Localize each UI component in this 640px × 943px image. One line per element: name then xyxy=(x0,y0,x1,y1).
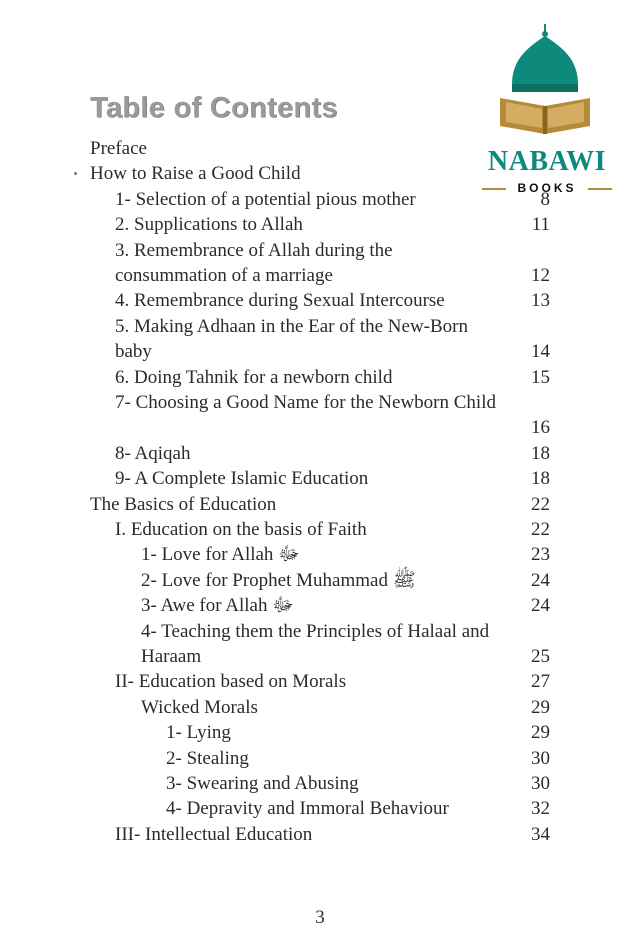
toc-entry-title: 3. Remembrance of Allah during the xyxy=(115,239,393,261)
toc-entry xyxy=(0,288,640,314)
toc-entry-page: 27 xyxy=(531,671,550,693)
toc-entry-title: III- Intellectual Education xyxy=(115,823,313,845)
toc-entry xyxy=(0,365,640,391)
toc-entry-title: How to Raise a Good Child xyxy=(90,163,301,185)
toc-entry-title: 4- Teaching them the Principles of Halaal and xyxy=(141,620,490,642)
toc-entry-title: The Basics of Education xyxy=(90,493,277,515)
toc-entry-title: consummation of a marriage xyxy=(115,265,333,286)
toc-entry-title: 3- Swearing and Abusing xyxy=(166,773,359,794)
page-number: 3 xyxy=(315,907,325,928)
toc-entry-title: 2. Supplications to Allah xyxy=(115,214,303,236)
toc-entry xyxy=(0,669,640,695)
toc-entry xyxy=(0,390,640,416)
toc-entry-title: Preface xyxy=(90,138,147,159)
toc-entry xyxy=(0,822,640,848)
logo-wordmark: NABAWI xyxy=(487,146,607,177)
toc-entry-page: 18 xyxy=(531,442,550,464)
toc-entry xyxy=(0,796,640,822)
toc-entry-page: 29 xyxy=(531,722,550,744)
toc-entry-page: 14 xyxy=(531,341,550,363)
dome-book-icon xyxy=(478,22,616,148)
toc-entry-title: baby xyxy=(115,341,152,363)
toc-entry-title: 5. Making Adhaan in the Ear of the New-Born xyxy=(115,315,468,337)
toc-entry-page: 32 xyxy=(531,798,550,820)
toc-entry xyxy=(0,187,640,213)
toc-entry-page: 30 xyxy=(531,773,550,794)
toc-entry-title: 8- Aqiqah xyxy=(115,442,191,464)
toc-entry-title: 6. Doing Tahnik for a newborn child xyxy=(115,366,393,388)
toc-entry-title: 2- Love for Prophet Muhammad ﷺ xyxy=(141,569,416,591)
toc-entry xyxy=(0,771,640,797)
toc-entry xyxy=(0,263,640,289)
toc-entry-title: 7- Choosing a Good Name for the Newborn Child xyxy=(115,392,496,413)
toc-entry xyxy=(0,619,640,645)
toc-entry-title: 1- Lying xyxy=(166,722,231,744)
toc-entry xyxy=(0,238,640,264)
toc-entry xyxy=(0,212,640,238)
toc-entry xyxy=(0,517,640,543)
toc-entry xyxy=(0,136,640,162)
toc-entry xyxy=(0,161,640,187)
toc-entry xyxy=(0,746,640,772)
toc-entry xyxy=(0,314,640,340)
toc-entry xyxy=(0,542,640,568)
toc-entry xyxy=(0,466,640,492)
toc-entry-title: Haraam xyxy=(141,646,202,667)
toc-entry-page: 22 xyxy=(531,493,550,515)
toc-entry-title: 4- Depravity and Immoral Behaviour xyxy=(166,798,449,820)
toc-entry-title: 1- Love for Allah ﷻ xyxy=(141,544,300,566)
toc-entry-title: II- Education based on Morals xyxy=(115,671,347,693)
toc-entry-title: I. Education on the basis of Faith xyxy=(115,519,367,540)
toc-entry-page: 16 xyxy=(531,417,550,439)
toc-entry-page: 25 xyxy=(531,646,550,667)
toc-entry-title: Wicked Morals xyxy=(141,696,258,718)
toc-entry-title: 4. Remembrance during Sexual Intercourse xyxy=(115,290,445,312)
toc-entry xyxy=(0,593,640,619)
toc-entry-page: 34 xyxy=(531,823,550,845)
toc-entry-page: 23 xyxy=(531,544,550,566)
toc-entry-page: 15 xyxy=(531,366,550,388)
toc-entry-title: 9- A Complete Islamic Education xyxy=(115,468,369,490)
toc-entry-page: 13 xyxy=(531,290,550,312)
toc-entry xyxy=(0,644,640,670)
toc-entry-page: 22 xyxy=(531,519,550,540)
toc-entry xyxy=(0,695,640,721)
toc-entry-title: 1- Selection of a potential pious mother xyxy=(115,188,416,210)
toc-entry-page: 8 xyxy=(540,188,550,210)
toc-entry-page: 24 xyxy=(531,595,550,617)
toc-entry-title: 3- Awe for Allah ﷻ xyxy=(141,595,294,617)
toc-entry xyxy=(0,492,640,518)
toc-entry-page: 18 xyxy=(531,468,550,490)
toc-entry xyxy=(0,720,640,746)
toc-entry-page: 12 xyxy=(531,265,550,286)
toc-entry-page: 30 xyxy=(531,747,550,769)
logo-subtitle: BOOKS xyxy=(517,181,577,195)
page-heading: Table of Contents xyxy=(90,92,338,124)
toc-entry-page: 29 xyxy=(531,696,550,718)
toc-entry xyxy=(0,568,640,594)
toc-entry xyxy=(0,441,640,467)
toc-entry-page: 24 xyxy=(531,569,550,591)
toc-entry-title: 2- Stealing xyxy=(166,747,249,769)
toc-entry xyxy=(0,415,640,441)
toc-entry-page: 11 xyxy=(531,214,550,236)
toc-entry xyxy=(0,339,640,365)
